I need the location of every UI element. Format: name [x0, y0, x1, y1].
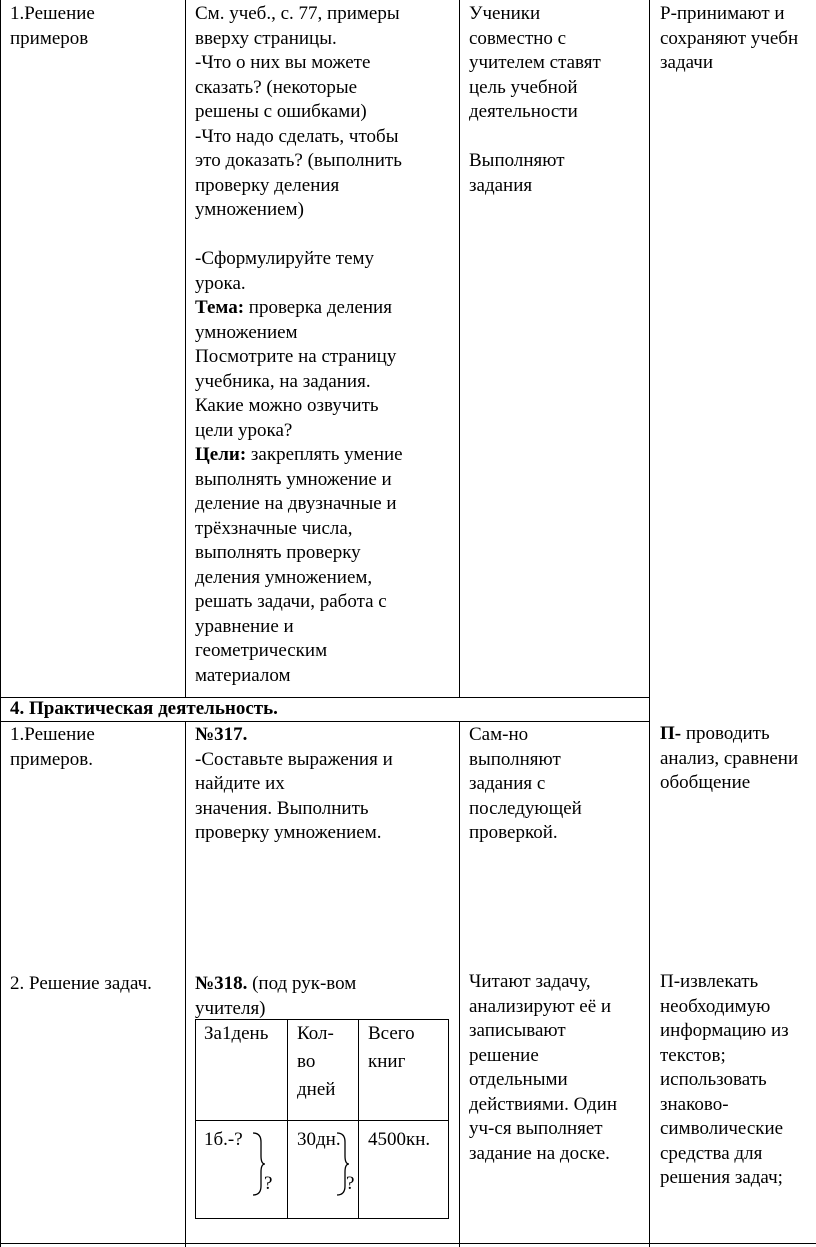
- row2-stage-cell: [10, 723, 95, 772]
- row1-teacher-line: [195, 27, 403, 52]
- row1-student-activity-cell: [469, 2, 601, 198]
- row2-student-line: последующей: [469, 797, 582, 819]
- row3-student-line: Читают задачу,: [469, 971, 591, 992]
- row3-stage-cell: [10, 972, 152, 997]
- task-table-bottom: [195, 1218, 449, 1219]
- row1-teacher-text: -Что о них вы можете: [195, 52, 371, 73]
- row3-teacher-activity-cell: [195, 972, 356, 1021]
- task-table-header-per-day: [204, 1020, 268, 1048]
- row1-teacher-text: См. учеб., с. 77, примеры: [195, 3, 400, 24]
- row2-uud-line: обобщение: [660, 772, 751, 793]
- row3-student-line: анализируют её и: [469, 995, 612, 1017]
- row1-teacher-line: [195, 492, 403, 517]
- row3-teacher-line: учителя): [195, 997, 266, 1019]
- row1-teacher-bold-label: Тема:: [195, 297, 245, 318]
- row1-teacher-text: геометрическим: [195, 640, 328, 661]
- row1-student-line: деятельности: [469, 101, 578, 122]
- row1-teacher-line: [195, 443, 403, 468]
- table-divider-col3: [649, 0, 650, 1247]
- row1-teacher-line: [195, 394, 403, 419]
- row3-uud-line: знаково-: [660, 1093, 729, 1115]
- row3-teacher-line: [195, 972, 356, 997]
- header-line: книг: [368, 1051, 406, 1072]
- row3-uud-line: П-извлекать: [660, 971, 759, 992]
- row3-student-line: записывают: [469, 1020, 566, 1041]
- row1-teacher-text: учебника, на задания.: [195, 370, 371, 392]
- row1-uud-line: Р-принимают и: [660, 3, 785, 24]
- row2-stage-line: примеров.: [10, 748, 94, 770]
- row1-teacher-line: [195, 468, 403, 493]
- row1-uud-cell: [660, 2, 798, 76]
- row3-uud-cell: [660, 970, 789, 1191]
- row2-student-line: выполняют: [469, 748, 561, 770]
- row1-uud-line: задачи: [660, 52, 714, 73]
- row2-student-activity-cell: [469, 723, 582, 846]
- row3-uud-line: использовать: [660, 1069, 767, 1090]
- task-table-value-days: 30дн.: [297, 1129, 341, 1150]
- row1-teacher-text: Какие можно озвучить: [195, 395, 379, 416]
- row1-teacher-line: [195, 198, 403, 223]
- row1-teacher-text: уравнение и: [195, 615, 294, 637]
- row1-student-line: [469, 125, 601, 150]
- row1-teacher-text: материалом: [195, 664, 291, 686]
- row1-teacher-text: деления умножением,: [195, 566, 373, 588]
- row1-student-line: совместно с: [469, 27, 567, 49]
- row1-teacher-line: [195, 296, 403, 321]
- row1-uud-line: сохраняют учебн: [660, 27, 799, 49]
- row1-stage-line: 1.Решение: [10, 3, 95, 24]
- row1-teacher-text: проверка деления: [244, 297, 392, 318]
- row1-teacher-line: [195, 517, 403, 542]
- row1-teacher-text: вверху страницы.: [195, 27, 337, 49]
- row3-uud-line: символические: [660, 1118, 784, 1139]
- row2-uud-text: проводить: [681, 723, 770, 744]
- section-header: 4. Практическая деятельность.: [10, 698, 278, 719]
- table-row-line-2: [0, 721, 649, 722]
- row1-teacher-line: [195, 100, 403, 125]
- row1-teacher-line: [195, 247, 403, 272]
- row1-teacher-line: [195, 664, 403, 689]
- row1-teacher-line: [195, 345, 403, 370]
- table-divider-col2b: [459, 721, 460, 1247]
- row1-teacher-line: [195, 149, 403, 174]
- row1-student-line: учителем ставят: [469, 52, 601, 73]
- row2-teacher-line: значения. Выполнить: [195, 797, 369, 819]
- row1-teacher-text: решать задачи, работа с: [195, 591, 387, 612]
- row1-teacher-line: [195, 590, 403, 615]
- row2-uud-line: [660, 722, 798, 747]
- row2-student-line: проверкой.: [469, 822, 558, 843]
- row2-student-line: задания с: [469, 773, 546, 794]
- table-divider-col2: [459, 0, 460, 697]
- table-divider-col1: [185, 0, 186, 697]
- row1-teacher-line: [195, 541, 403, 566]
- row1-teacher-text: проверку деления: [195, 174, 340, 196]
- row1-teacher-text: это доказать? (выполнить: [195, 150, 402, 171]
- row1-teacher-line: [195, 419, 403, 444]
- row1-teacher-text: сказать? (некоторые: [195, 76, 358, 98]
- task-table-header-days: [297, 1020, 335, 1104]
- row1-teacher-line: [195, 370, 403, 395]
- row1-teacher-text: решены с ошибками): [195, 101, 367, 122]
- row1-teacher-text: деление на двузначные и: [195, 493, 397, 514]
- row3-student-line: действиями. Один: [469, 1093, 618, 1115]
- row3-uud-line: решения задач;: [660, 1167, 783, 1188]
- row1-teacher-line: [195, 566, 403, 591]
- task-number-317: №317.: [195, 724, 248, 745]
- row1-teacher-line: [195, 51, 403, 76]
- row1-teacher-line: [195, 125, 403, 150]
- row2-teacher-activity-cell: [195, 723, 393, 846]
- row1-teacher-text: -Сформулируйте тему: [195, 248, 375, 269]
- row2-teacher-line: -Составьте выражения и: [195, 748, 393, 770]
- row2-uud-cell: [660, 722, 798, 796]
- row1-teacher-line: [195, 272, 403, 297]
- row2-student-line: Сам-но: [469, 724, 529, 745]
- row3-uud-line: необходимую: [660, 995, 771, 1017]
- row1-teacher-text: Посмотрите на страницу: [195, 346, 397, 367]
- row1-teacher-activity-cell: [195, 2, 403, 688]
- table-border-bottom: [0, 1243, 816, 1244]
- row1-teacher-text: урока.: [195, 272, 246, 294]
- row2-stage-line: 1.Решение: [10, 724, 95, 745]
- header-line: За1день: [204, 1023, 269, 1044]
- task-table-value-total: 4500кн.: [368, 1129, 431, 1150]
- row1-student-line: Ученики: [469, 3, 541, 24]
- row3-stage-line: 2. Решение задач.: [10, 973, 152, 994]
- row1-teacher-text: закреплять умение: [246, 444, 403, 465]
- row1-stage-cell: [10, 2, 95, 51]
- row3-uud-line: текстов;: [660, 1044, 726, 1066]
- table-divider-col1b: [185, 721, 186, 1247]
- row1-teacher-line: [195, 2, 403, 27]
- row1-teacher-text: выполнять умножение и: [195, 468, 392, 490]
- row3-uud-line: средства для: [660, 1142, 763, 1164]
- row3-student-line: уч-ся выполняет: [469, 1118, 603, 1139]
- header-line: Кол-: [297, 1023, 334, 1044]
- row1-teacher-text: трёхзначные числа,: [195, 517, 353, 539]
- row2-uud-prefix: П-: [660, 723, 682, 744]
- row1-student-line: задания: [469, 174, 533, 196]
- task-table-div2: [358, 1019, 359, 1219]
- row2-teacher-line: проверку умножением.: [195, 822, 382, 843]
- row1-stage-line: примеров: [10, 27, 89, 49]
- row1-teacher-line: [195, 639, 403, 664]
- header-line: во: [297, 1051, 316, 1072]
- task-table-div1: [287, 1019, 288, 1219]
- row2-uud-line: анализ, сравнени: [660, 747, 799, 769]
- row2-teacher-line: найдите их: [195, 773, 285, 794]
- task-table-left: [195, 1019, 196, 1219]
- row1-teacher-line: [195, 321, 403, 346]
- row1-teacher-line: [195, 174, 403, 199]
- task-number-318: №318.: [195, 973, 248, 994]
- header-line: дней: [297, 1079, 336, 1100]
- row1-teacher-text: цели урока?: [195, 419, 293, 441]
- task-table-header-total: [368, 1020, 415, 1076]
- row1-student-line: цель учебной: [469, 76, 578, 98]
- question-mark-1: ?: [264, 1173, 273, 1194]
- row1-teacher-text: -Что надо сделать, чтобы: [195, 125, 399, 147]
- task-table-value-per-day: 1б.-?: [204, 1129, 243, 1150]
- row1-teacher-text: выполнять проверку: [195, 542, 361, 563]
- row3-student-activity-cell: [469, 970, 617, 1166]
- row1-teacher-text: умножением): [195, 199, 304, 220]
- task-table-mid: [195, 1120, 449, 1121]
- row3-student-line: решение: [469, 1044, 539, 1066]
- task-table-right: [448, 1019, 449, 1219]
- question-mark-2: ?: [346, 1173, 355, 1194]
- row3-student-line: отдельными: [469, 1069, 568, 1090]
- row1-teacher-line: [195, 76, 403, 101]
- row3-student-line: задание на доске.: [469, 1142, 610, 1164]
- row1-teacher-text: умножением: [195, 321, 298, 343]
- row3-uud-line: информацию из: [660, 1020, 789, 1041]
- row3-teacher-text: (под рук-вом: [247, 973, 357, 994]
- table-border-left: [0, 0, 1, 1247]
- row1-student-line: Выполняют: [469, 150, 565, 171]
- header-line: Всего: [368, 1023, 415, 1044]
- row1-teacher-bold-label: Цели:: [195, 444, 247, 465]
- row1-teacher-line: [195, 223, 403, 248]
- row1-teacher-line: [195, 615, 403, 640]
